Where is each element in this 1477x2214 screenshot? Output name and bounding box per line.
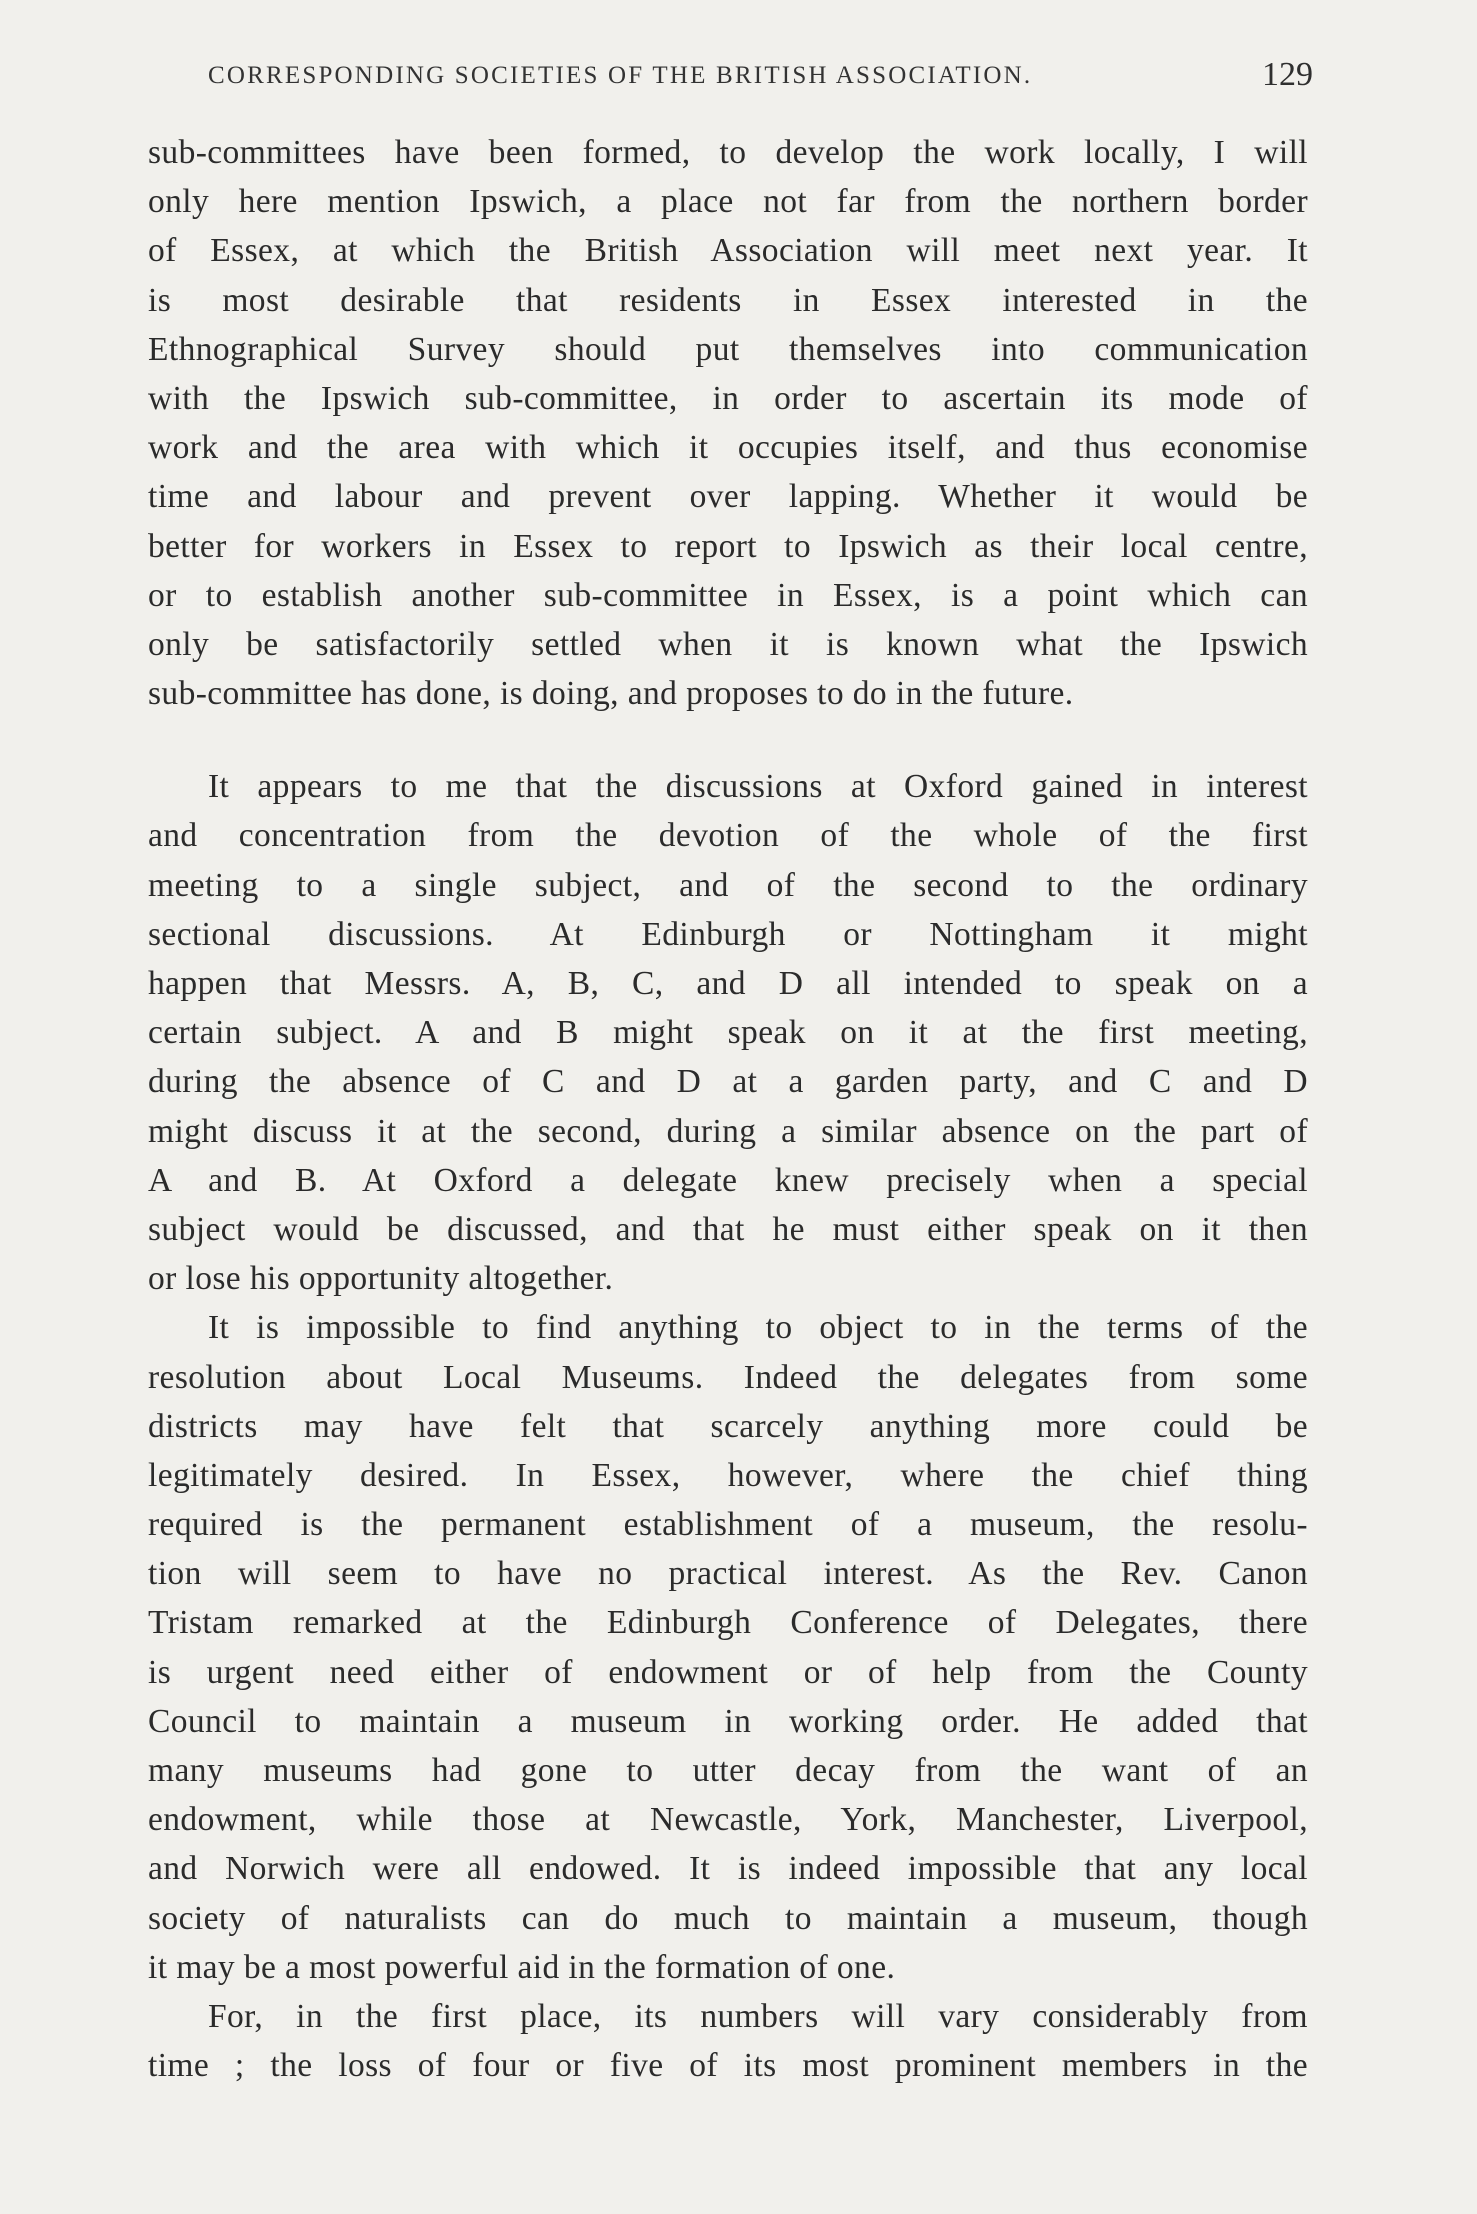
text-line: Tristam remarked at the Edinburgh Conference of Delegates, there xyxy=(148,1604,1308,1642)
text-line: happen that Messrs. A, B, C, and D all intended to speak on a xyxy=(148,965,1308,1002)
text-line: legitimately desired. In Essex, however, where the chief thing xyxy=(148,1456,1308,1494)
text-line: districts may have felt that scarcely anything more could be xyxy=(148,1407,1308,1445)
text-line: or to establish another sub-committee in Essex, is a point which can xyxy=(148,576,1308,614)
text-line: is urgent need either of endowment or of help from the County xyxy=(148,1653,1308,1691)
text-line: only here mention Ipswich, a place not far from the northern border xyxy=(148,183,1308,221)
text-line: sub-committees have been formed, to develop the work locally, I will xyxy=(148,134,1308,171)
text-line: sub-committee has done, is doing, and proposes to do in the future. xyxy=(148,675,1074,713)
text-line: might discuss it at the second, during a similar absence on the part of xyxy=(148,1112,1308,1150)
paragraph-oxford xyxy=(148,762,1308,1303)
text-line: better for workers in Essex to report to Ipswich as their local centre, xyxy=(148,527,1308,565)
text-line: with the Ipswich sub-committee, in order to ascertain its mode of xyxy=(148,379,1308,417)
text-line: certain subject. A and B might speak on it at the first meeting, xyxy=(148,1014,1308,1052)
text-line: time ; the loss of four or five of its most prominent members in the xyxy=(148,2047,1308,2085)
text-line: required is the permanent establishment of a museum, the resolu- xyxy=(148,1506,1308,1544)
text-line: It appears to me that the discussions at Oxford gained in interest xyxy=(208,768,1308,806)
text-line: or lose his opportunity altogether. xyxy=(148,1260,614,1298)
text-line: work and the area with which it occupies itself, and thus economise xyxy=(148,429,1308,467)
text-line: resolution about Local Museums. Indeed the delegates from some xyxy=(148,1358,1308,1396)
body-text xyxy=(148,128,1308,2090)
paragraph-ipswich xyxy=(148,128,1308,718)
paragraph-gap xyxy=(148,718,1308,762)
text-line: and concentration from the devotion of the whole of the first xyxy=(148,817,1308,855)
text-line: it may be a most powerful aid in the formation of one. xyxy=(148,1948,896,1986)
running-head xyxy=(208,56,1313,112)
text-line: society of naturalists can do much to maintain a museum, though xyxy=(148,1899,1308,1937)
text-line: tion will seem to have no practical interest. As the Rev. Canon xyxy=(148,1555,1308,1593)
running-title: CORRESPONDING SOCIETIES OF THE BRITISH ASSOCIATION. xyxy=(208,62,1033,89)
text-line: many museums had gone to utter decay from the want of an xyxy=(148,1752,1308,1789)
page-number: 129 xyxy=(1262,56,1313,93)
text-line: endowment, while those at Newcastle, York, Manchester, Liverpool, xyxy=(148,1801,1308,1839)
text-line: of Essex, at which the British Association will meet next year. It xyxy=(148,232,1308,270)
text-line: time and labour and prevent over lapping. Whether it would be xyxy=(148,478,1308,516)
text-line: Council to maintain a museum in working order. He added that xyxy=(148,1702,1308,1740)
paragraph-local-museums xyxy=(148,1303,1308,1992)
text-line: during the absence of C and D at a garden party, and C and D xyxy=(148,1063,1308,1101)
text-line: For, in the first place, its numbers will vary considerably from xyxy=(208,1997,1308,2035)
text-line: and Norwich were all endowed. It is indeed impossible that any local xyxy=(148,1850,1308,1888)
paragraph-numbers xyxy=(148,1992,1308,2090)
text-line: Ethnographical Survey should put themselves into communication xyxy=(148,330,1308,368)
text-line: is most desirable that residents in Essex interested in the xyxy=(148,281,1308,319)
text-line: sectional discussions. At Edinburgh or Nottingham it might xyxy=(148,915,1308,953)
text-line: only be satisfactorily settled when it is known what the Ipswich xyxy=(148,625,1308,663)
text-line: meeting to a single subject, and of the second to the ordinary xyxy=(148,866,1308,904)
text-line: subject would be discussed, and that he must either speak on it then xyxy=(148,1210,1308,1248)
text-line: It is impossible to find anything to object to in the terms of the xyxy=(208,1309,1308,1347)
text-line: A and B. At Oxford a delegate knew precisely when a special xyxy=(148,1161,1308,1199)
